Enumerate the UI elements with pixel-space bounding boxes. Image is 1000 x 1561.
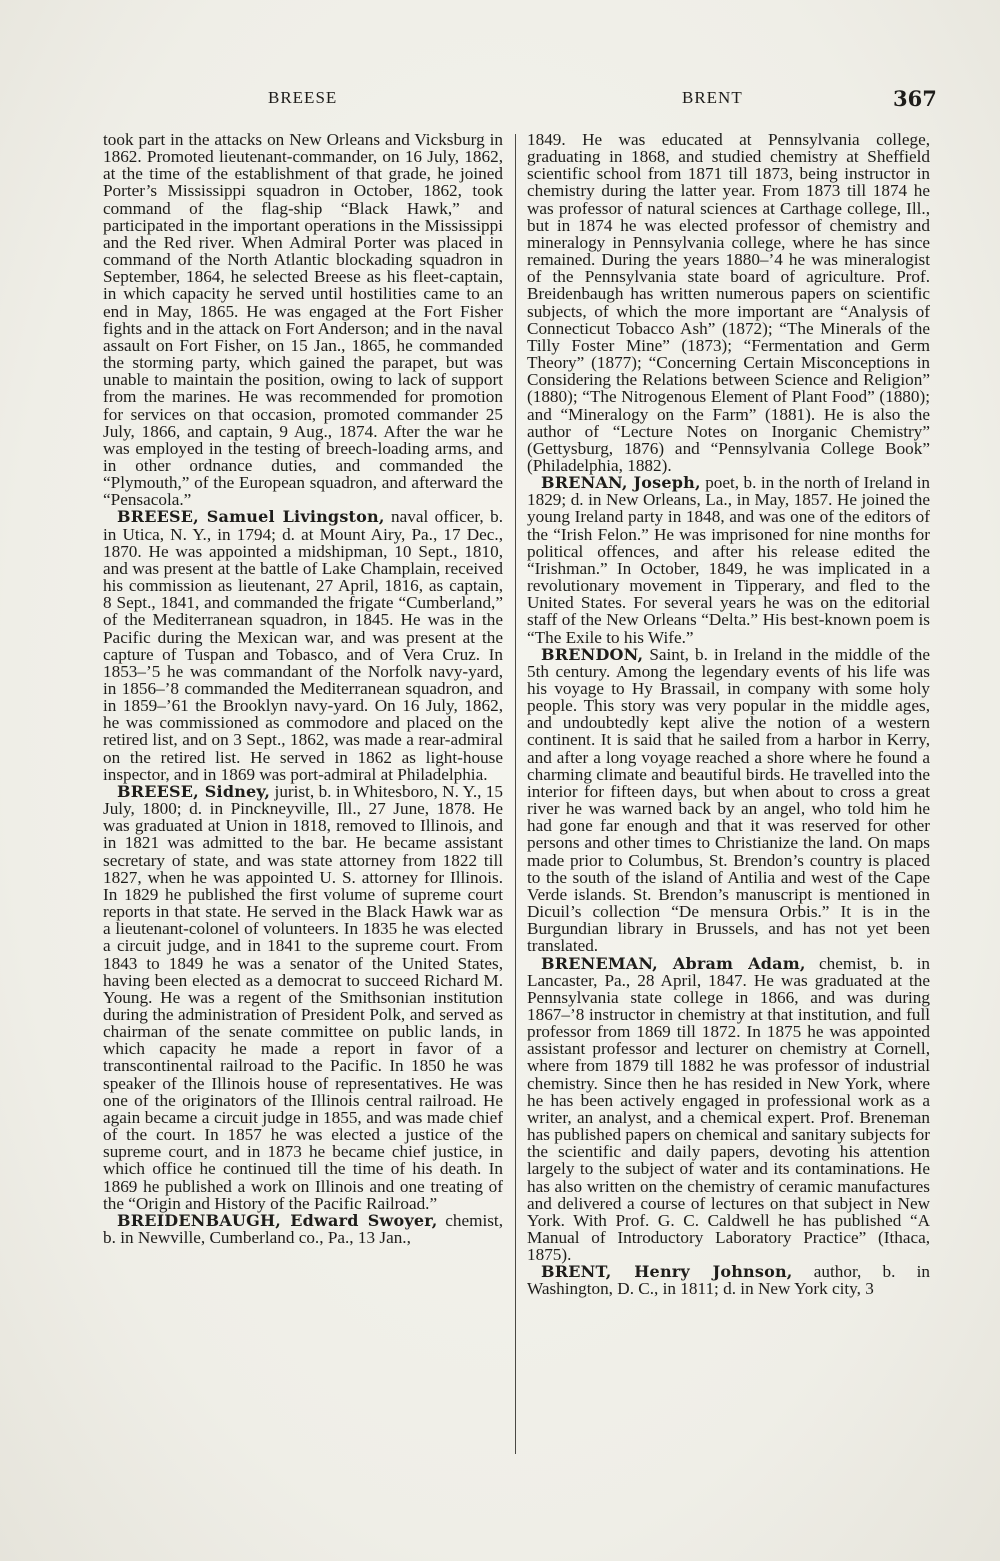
entry-text: chemist, b. in Newville, Cumberland co., Pa., 13 Jan.,: [103, 1210, 503, 1247]
entry-heading: BREESE, Sidney,: [117, 781, 271, 801]
entry-brendon: [527, 646, 930, 955]
page-number: 367: [893, 86, 937, 111]
entry-heading: BRENDON,: [541, 644, 644, 664]
entry-heading: BREESE, Samuel Livingston,: [117, 507, 385, 527]
entry-text: poet, b. in the north of Ireland in 1829; d. in New Orleans, La., in May, 1857. He joined the young Ireland party in 1848, and was one of the editors of the “Irish Felon.” He was imprisoned for nine months for political offences, and after his release edited the “Irishman.” In October, 1849, he was implicated in a revolutionary movement in Tipperary, and fled to the United States. For several years he was on the editorial staff of the New Orleans “Delta.” His best-known poem is “The Exile to his Wife.”: [527, 473, 931, 647]
continuation-text: took part in the attacks on New Orleans and Vicksburg in 1862. Promoted lieutenant-commander, on 16 July, 1862, at the time of the establishment of that grade, he joined Porter’s Mississippi squadron in October, 1862, took command of the flag-ship “Black Hawk,” and participated in the important operations in the Mississippi and the Red river. When Admiral Porter was placed in command of the North Atlantic blockading squadron in September, 1864, he selected Breese as his fleet-captain, in which capacity he served until hostilities came to an end in May, 1865. He was engaged at the Fort Fisher fights and in the attack on Fort Anderson; and in the naval assault on Fort Fisher, on 15 Jan., 1865, he commanded the storming party, which gained the parapet, but was unable to maintain the position, owing to lack of support from the marines. He was recommended for promotion for services on that occasion, promoted commander 25 July, 1866, and captain, 9 Aug., 1874. After the war he was employed in the testing of breech-loading arms, and in other ordnance duties, and commanded the “Plymouth,” of the European squadron, and afterward the “Pensacola.”: [103, 130, 503, 510]
entry-heading: BREIDENBAUGH, Edward Swoyer,: [117, 1210, 438, 1230]
entry-text: author, b. in Washington, D. C., in 1811; d. in New York city, 3: [527, 1262, 930, 1299]
entry-text: jurist, b. in Whitesboro, N. Y., 15 July, 1800; d. in Pinckneyville, Ill., 27 June, 1878. He was graduated at Union in 1818, removed to Illinois, and in 1821 was admitted to the bar. He became assistant secretary of state, and was state attorney from 1822 till 1827, when he was appointed U. S. attorney for Illinois. In 1829 he published the first volume of supreme court reports in that state. He served in the Black Hawk war as a lieutenant-colonel of volunteers. In 1835 he was elected a circuit judge, and in 1841 to the supreme court. From 1843 to 1849 he was a senator of the United States, having been elected as a democrat to succeed Richard M. Young. He was a regent of the Smithsonian institution during the administration of President Polk, and served as chairman of the senate committee on public lands, in which capacity he made a report in favor of a transcontinental railroad to the Pacific. In 1850 he was speaker of the Illinois house of representatives. He was one of the originators of the Illinois central railroad. He again became a circuit judge in 1855, and was made chief of the court. In 1857 he was elected a justice of the supreme court, and in 1873 he became chief justice, in which office he continued till the time of his death. In 1869 he published a work on Illinois and one treating of the “Origin and History of the Pacific Railroad.”: [103, 781, 503, 1213]
running-head-right: BRENT: [682, 88, 743, 107]
entry-heading: BRENAN, Joseph,: [541, 473, 701, 493]
running-head-left: BREESE: [268, 88, 338, 107]
right-column: [527, 131, 930, 1298]
entry-brenan: [527, 474, 930, 646]
entry-heading: BRENEMAN, Abram Adam,: [541, 953, 806, 973]
entry-breidenbaugh: [103, 1212, 503, 1246]
entry-text: Saint, b. in Ireland in the middle of the 5th century. Among the legendary events of his life was his voyage to Hy Brassail, in company with some holy people. This story was very popular in the middle ages, and undoubtedly kept alive the notion of a western continent. It is said that he sailed from a harbor in Kerry, and after a long voyage reached a shore where he found a charming climate and beautiful birds. He travelled into the interior for fifteen days, but when about to cross a great river he was warned back by an angel, who told him he had gone far enough and that it was reserved for other persons and other times to Christianize the land. On maps made prior to Columbus, St. Brendon’s country is placed to the south of the island of Antilia and west of the Cape Verde islands. St. Brendon’s manuscript is mentioned in Dicuil’s collection “De mensura Orbis.” It is in the Burgundian library in Brussels, and has not yet been translated.: [527, 644, 930, 956]
column-divider: [515, 134, 516, 1454]
entry-text: naval officer, b. in Utica, N. Y., in 1794; d. at Mount Airy, Pa., 17 Dec., 1870. He was appointed a midshipman, 10 Sept., 1810, and was present at the battle of Lake Champlain, received his commission as lieutenant, 27 April, 1816, as captain, 8 Sept., 1841, and commanded the frigate “Cumberland,” of the Mediterranean squadron, in 1845. He was in the Pacific during the Mexican war, and was present at the capture of Tuspan and Tobasco, and of Vera Cruz. In 1853–’5 he was commandant of the Norfolk navy-yard, in 1856–’8 commanded the Mediterranean squadron, and in 1859–’61 the Brooklyn navy-yard. On 16 July, 1862, he was commissioned as commodore and placed on the retired list, and on 3 Sept., 1862, was made a rear-admiral on the retired list. He served in 1862 as light-house inspector, and in 1869 was port-admiral at Philadelphia.: [103, 507, 503, 784]
left-column: [103, 131, 503, 1246]
entry-breese-samuel: [103, 508, 503, 783]
entry-text: chemist, b. in Lancaster, Pa., 28 April, 1847. He was graduated at the Pennsylvania state college in 1866, and was during 1867–’8 instructor in chemistry at that institution, and full professor from 1869 till 1872. In 1875 he was appointed assistant professor and lecturer on chemistry at Cornell, where from 1879 till 1882 he was professor of industrial chemistry. Since then he has resided in New York, where he has been actively engaged in professional work as a writer, an analyst, and a chemical expert. Prof. Breneman has published papers on chemical and sanitary subjects for the scientific and daily papers, devoting his attention largely to the subject of water and its contaminations. He has also written on the chemistry of ceramic manufactures and delivered a course of lectures on that subject in New York. With Prof. G. C. Caldwell he has published “A Manual of Introductory Laboratory Practice” (Ithaca, 1875).: [527, 953, 930, 1265]
continuation-text: 1849. He was educated at Pennsylvania college, graduating in 1868, and studied chemistry at Sheffield scientific school from 1871 till 1873, being instructor in chemistry during the latter year. From 1873 till 1874 he was professor of natural sciences at Carthage college, Ill., but in 1874 he was elected professor of chemistry and mineralogy in Pennsylvania college, where he has since remained. During the years 1880–’4 he was mineralogist of the Pennsylvania state board of agriculture. Prof. Breidenbaugh has written numerous papers on scientific subjects, of which the more important are “Analysis of Connecticut Tobacco Ash” (1872); “The Minerals of the Tilly Foster Mine” (1873); “Fermentation and Germ Theory” (1877); “Concerning Certain Misconceptions in Considering the Relations between Science and Religion” (1880); “The Nitrogenous Element of Plant Food” (1880); and “Mineralogy on the Farm” (1881). He is also the author of “Lecture Notes on Inorganic Chemistry” (Gettysburg, 1876) and “Pennsylvania College Book” (Philadelphia, 1882).: [527, 130, 930, 475]
entry-breese-sidney: [103, 783, 503, 1212]
entry-brent: [527, 1263, 930, 1297]
entry-breneman: [527, 955, 930, 1264]
entry-heading: BRENT, Henry Johnson,: [541, 1262, 793, 1282]
